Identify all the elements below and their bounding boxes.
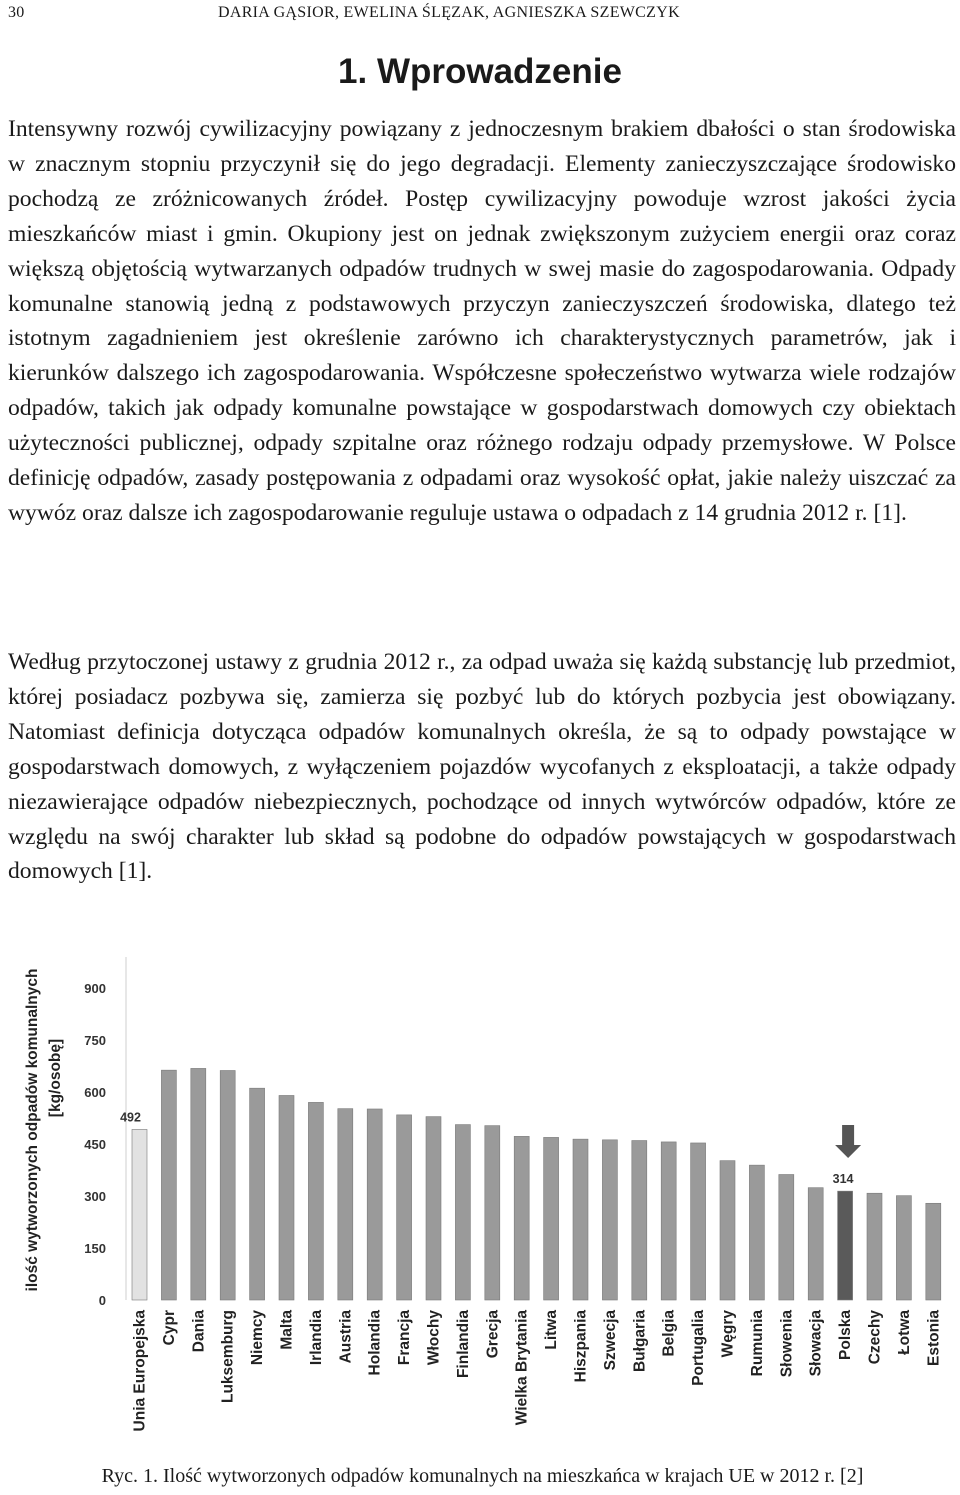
- figure-caption: Ryc. 1. Ilość wytworzonych odpadów komunalnych na mieszkańca w krajach UE w 2012 r. [2]: [101, 1465, 864, 1487]
- bar-rumunia: [749, 1165, 764, 1300]
- bar-dania: [191, 1068, 206, 1300]
- bar-litwa: [544, 1137, 559, 1300]
- x-tick-label: Estonia: [925, 1310, 943, 1366]
- bar-finlandia: [455, 1125, 470, 1300]
- x-tick-label: Słowacja: [807, 1310, 825, 1377]
- x-tick-label: Dania: [190, 1310, 208, 1353]
- x-tick-label: Wielka Brytania: [513, 1310, 531, 1426]
- bar-hiszpania: [573, 1139, 588, 1300]
- x-tick-label: Łotwa: [895, 1310, 913, 1355]
- bar-wlochy: [426, 1117, 441, 1300]
- running-header-authors: DARIA GĄSIOR, EWELINA ŚLĘZAK, AGNIESZKA SZEWCZYK: [218, 4, 680, 21]
- bar-austria: [338, 1109, 353, 1300]
- bar-estonia: [926, 1203, 941, 1300]
- bar-irlandia: [308, 1102, 323, 1300]
- bar-niemcy: [250, 1088, 265, 1300]
- y-tick-label: 600: [84, 1085, 106, 1100]
- x-tick-label: Austria: [337, 1310, 355, 1364]
- y-tick-label: 450: [84, 1137, 106, 1152]
- y-tick-label: 0: [98, 1293, 106, 1308]
- bar-cypr: [161, 1070, 176, 1300]
- down-arrow-icon: [835, 1125, 861, 1158]
- x-tick-label: Litwa: [543, 1310, 561, 1350]
- bar-slowenia: [779, 1175, 794, 1300]
- x-tick-label: Hiszpania: [572, 1310, 590, 1383]
- x-tick-label: Cypr: [160, 1310, 178, 1346]
- section-title: 1. Wprowadzenie: [338, 52, 622, 91]
- x-tick-label: Irlandia: [307, 1310, 325, 1366]
- x-tick-label: Finlandia: [454, 1310, 472, 1379]
- x-tick-label: Portugalia: [690, 1310, 708, 1386]
- x-tick-label: Luksemburg: [219, 1310, 237, 1404]
- x-tick-label: Czechy: [866, 1310, 884, 1365]
- bar-holandia: [367, 1109, 382, 1300]
- running-header: [8, 4, 952, 28]
- y-tick-label: 750: [84, 1033, 106, 1048]
- y-axis-title-line-1: ilość wytworzonych odpadów komunalnych: [24, 968, 41, 1292]
- bar-francja: [397, 1115, 412, 1300]
- page-number: 30: [8, 4, 25, 21]
- bar-wielka-brytania: [514, 1136, 529, 1300]
- x-tick-label: Grecja: [484, 1310, 502, 1359]
- bar-polska: [838, 1191, 853, 1300]
- bar-unia-europejska: [132, 1129, 147, 1300]
- bar-bulgaria: [632, 1141, 647, 1300]
- bar-portugalia: [691, 1143, 706, 1300]
- x-tick-label: Malta: [278, 1310, 296, 1350]
- bar-belgia: [661, 1142, 676, 1300]
- bar-slowacja: [808, 1188, 823, 1300]
- x-tick-label: Unia Europejska: [131, 1310, 149, 1432]
- y-tick-label: 300: [84, 1189, 106, 1204]
- y-tick-label: 900: [84, 981, 106, 996]
- y-tick-label: 150: [84, 1241, 106, 1256]
- data-label: 314: [832, 1172, 854, 1187]
- paragraph-1: Intensywny rozwój cywilizacyjny powiązany z jednoczesnym brakiem dbałości o stan środowiska w znacznym stopniu przyczynił się do jego degradacji. Elementy zanieczyszczające środowisko pochodzą ze zróżnicowanych źródeł. Postęp cywilizacyjny powoduje wzrost jakości życia mieszkańców miast i gmin. Okupiony jest on jednak zwiększonym zużyciem energii oraz coraz większą objętością wytwarzanych odpadów trudnych w swej masie do zagospodarowania. Odpady komunalne stanowią jedną z podstawowych przyczyn zanieczyszczeń środowiska, dlatego też istotnym zagadnieniem jest określenie zarówno ich charakterystycznych parametrów, jak i kierunków dalszego ich zagospodarowania. Współczesne społeczeństwo wytwarza wiele rodzajów odpadów, takich jak odpady komunalne powstające w gospodarstwach domowych czy obiektach użyteczności publicznej, odpady szpitalne oraz różnego rodzaju odpady przemysłowe. W Polsce definicję odpadów, zasady postępowania z odpadami oraz wysokość opłat, jakie należy uiszczać za wywóz oraz dalsze ich zagospodarowanie reguluje ustawa o odpadach z 14 grudnia 2012 r. [1].: [8, 116, 956, 526]
- x-tick-label: Szwecja: [601, 1310, 619, 1371]
- x-tick-label: Belgia: [660, 1310, 678, 1357]
- x-tick-label: Niemcy: [249, 1310, 267, 1366]
- bar-lotwa: [896, 1196, 911, 1300]
- y-axis-title-line-2: [kg/osobę]: [47, 1038, 64, 1118]
- bar-szwecja: [602, 1140, 617, 1300]
- x-tick-label: Węgry: [719, 1310, 737, 1358]
- waste-bar-chart: [0, 945, 960, 1455]
- bar-grecja: [485, 1126, 500, 1300]
- bar-luksemburg: [220, 1071, 235, 1300]
- x-tick-label: Holandia: [366, 1310, 384, 1376]
- x-tick-label: Francja: [396, 1310, 414, 1366]
- x-tick-label: Bułgaria: [631, 1310, 649, 1373]
- x-tick-label: Rumunia: [748, 1310, 766, 1377]
- bar-wegry: [720, 1161, 735, 1300]
- x-tick-label: Włochy: [425, 1310, 443, 1366]
- x-tick-label: Słowenia: [778, 1310, 796, 1378]
- x-tick-label: Polska: [837, 1310, 855, 1360]
- bar-czechy: [867, 1193, 882, 1300]
- paragraph-2: Według przytoczonej ustawy z grudnia 2012 r., za odpad uważa się każdą substancję lub przedmiot, której posiadacz pozbywa się, zamierza się pozbyć lub do których pozbycia jest obowiązany. Natomiast definicja dotycząca odpadów komunalnych określa, że są to odpady powstające w gospodarstwach domowych, z wyłączeniem pojazdów wycofanych z eksploatacji, a także odpady niezawierające odpadów niebezpiecznych, pochodzące od innych wytwórców odpadów, które ze względu na swój charakter lub skład są podobne do odpadów powstających w gospodarstwach domowych [1].: [8, 649, 956, 885]
- bar-malta: [279, 1095, 294, 1300]
- data-label: 492: [120, 1110, 141, 1125]
